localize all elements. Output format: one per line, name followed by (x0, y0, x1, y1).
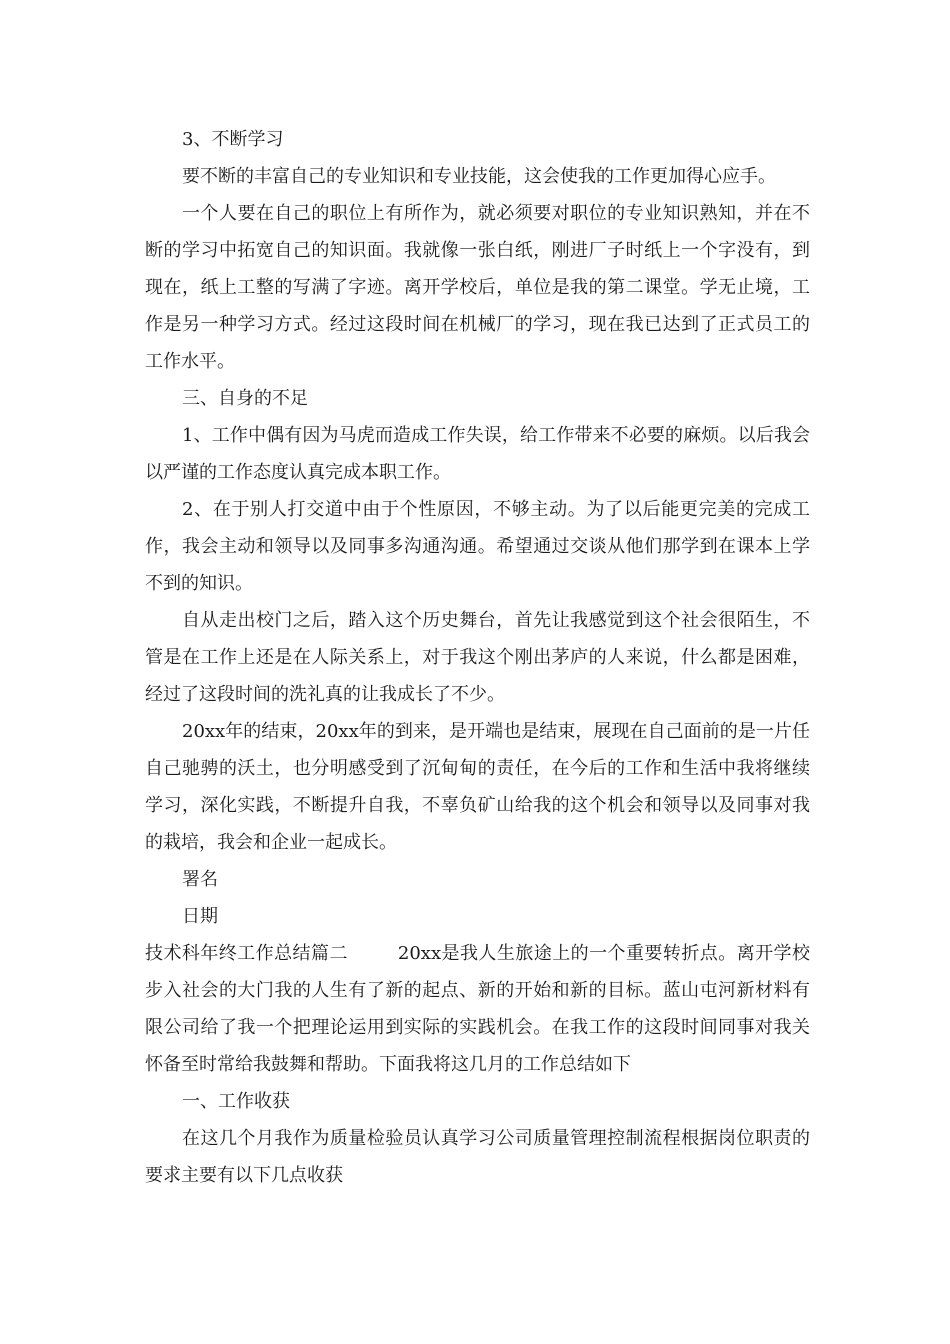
date-label: 日期 (182, 906, 218, 927)
paragraph: 2、在于别人打交道中由于个性原因，不够主动。为了以后能更完美的完成工作，我会主动和领导以及同事多沟通沟通。希望通过交谈从他们那学到在课本上学不到的知识。 (145, 499, 810, 594)
section-heading-work-gains: 一、工作收获 (182, 1091, 290, 1112)
paragraph: 一个人要在自己的职位上有所作为，就必须要对职位的专业知识熟知，并在不断的学习中拓宽自己的知识面。我就像一张白纸，刚进厂子时纸上一个字没有，到现在，纸上工整的写满了字迹。离开学校后，单位是我的第二课堂。学无止境，工作是另一种学习方式。经过这段时间在机械厂的学习，现在我已达到了正式员工的工作水平。 (145, 203, 810, 372)
paragraph: 自从走出校门之后，踏入这个历史舞台，首先让我感觉到这个社会很陌生，不管是在工作上还是在人际关系上，对于我这个刚出茅庐的人来说，什么都是困难，经过了这段时间的洗礼真的让我成长了不少。 (145, 610, 810, 705)
paragraph: 20xx年的结束，20xx年的到来，是开端也是结束，展现在自己面前的是一片任自己驰骋的沃土，也分明感受到了沉甸甸的责任，在今后的工作和生活中我将继续学习，深化实践，不断提升自我，不辜负矿山给我的这个机会和领导以及同事对我的栽培，我会和企业一起成长。 (145, 721, 810, 853)
paragraph: 在这几个月我作为质量检验员认真学习公司质量管理控制流程根据岗位职责的要求主要有以下几点收获 (145, 1128, 810, 1186)
document-body (145, 121, 810, 1194)
section2-paragraph (145, 935, 810, 1083)
paragraph: 要不断的丰富自己的专业知识和专业技能，这会使我的工作更加得心应手。 (182, 166, 776, 187)
subheading-continuous-learning: 3、不断学习 (182, 129, 284, 150)
section2-intro: 20xx是我人生旅途上的一个重要转折点。离开学校步入社会的大门我的人生有了新的起点、新的开始和新的目标。蓝山屯河新材料有限公司给了我一个把理论运用到实际的实践机会。在我工作的这段时间同事对我关怀备至时常给我鼓舞和帮助。下面我将这几月的工作总结如下 (145, 943, 810, 1075)
section-heading-shortcomings: 三、自身的不足 (182, 388, 308, 409)
signature-label: 署名 (182, 869, 218, 890)
paragraph: 1、工作中偶有因为马虎而造成工作失误，给工作带来不必要的麻烦。以后我会以严谨的工作态度认真完成本职工作。 (145, 425, 810, 483)
section2-heading: 技术科年终工作总结篇二 (145, 943, 348, 964)
